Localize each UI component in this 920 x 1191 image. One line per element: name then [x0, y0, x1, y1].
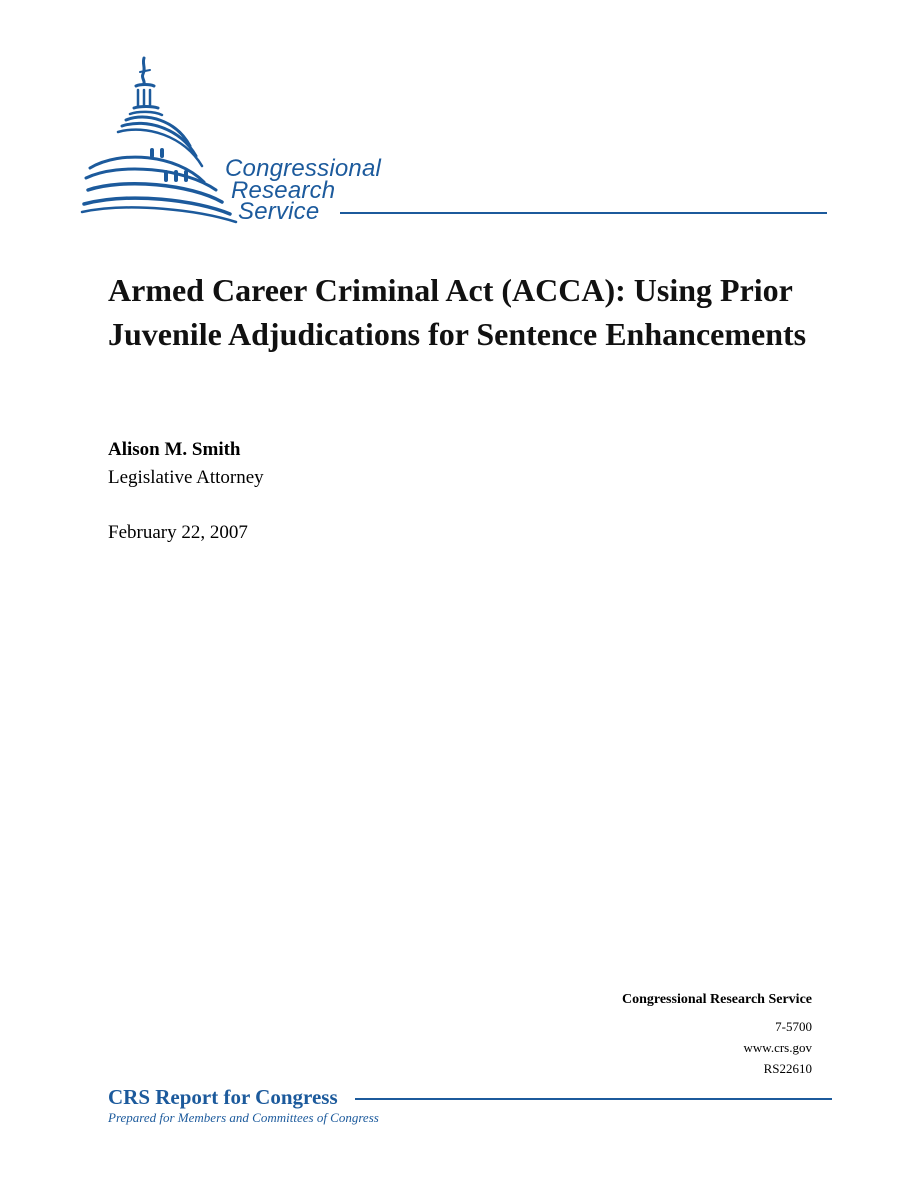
logo-text-research: Research	[231, 177, 336, 204]
author-name: Alison M. Smith	[108, 439, 241, 460]
report-info	[622, 990, 812, 1079]
document-date: February 22, 2007	[108, 522, 248, 543]
info-phone: 7-5700	[775, 1019, 812, 1034]
footer-rule	[355, 1098, 832, 1100]
info-report-number: RS22610	[763, 1061, 812, 1076]
author-role: Legislative Attorney	[108, 467, 264, 488]
info-organization: Congressional Research Service	[621, 992, 812, 1007]
footer-title: CRS Report for Congress	[108, 1085, 338, 1109]
document-title: Armed Career Criminal Act (ACCA): Using Prior Juvenile Adjudications for Sentence Enhancements	[108, 272, 807, 352]
header-rule	[340, 212, 827, 214]
logo-text-service: Service	[238, 198, 320, 225]
capitol-dome-icon	[80, 50, 240, 225]
logo-text-congressional: Congressional	[225, 155, 382, 182]
info-website: www.crs.gov	[743, 1040, 812, 1055]
footer-subtitle: Prepared for Members and Committees of Congress	[108, 1110, 379, 1125]
